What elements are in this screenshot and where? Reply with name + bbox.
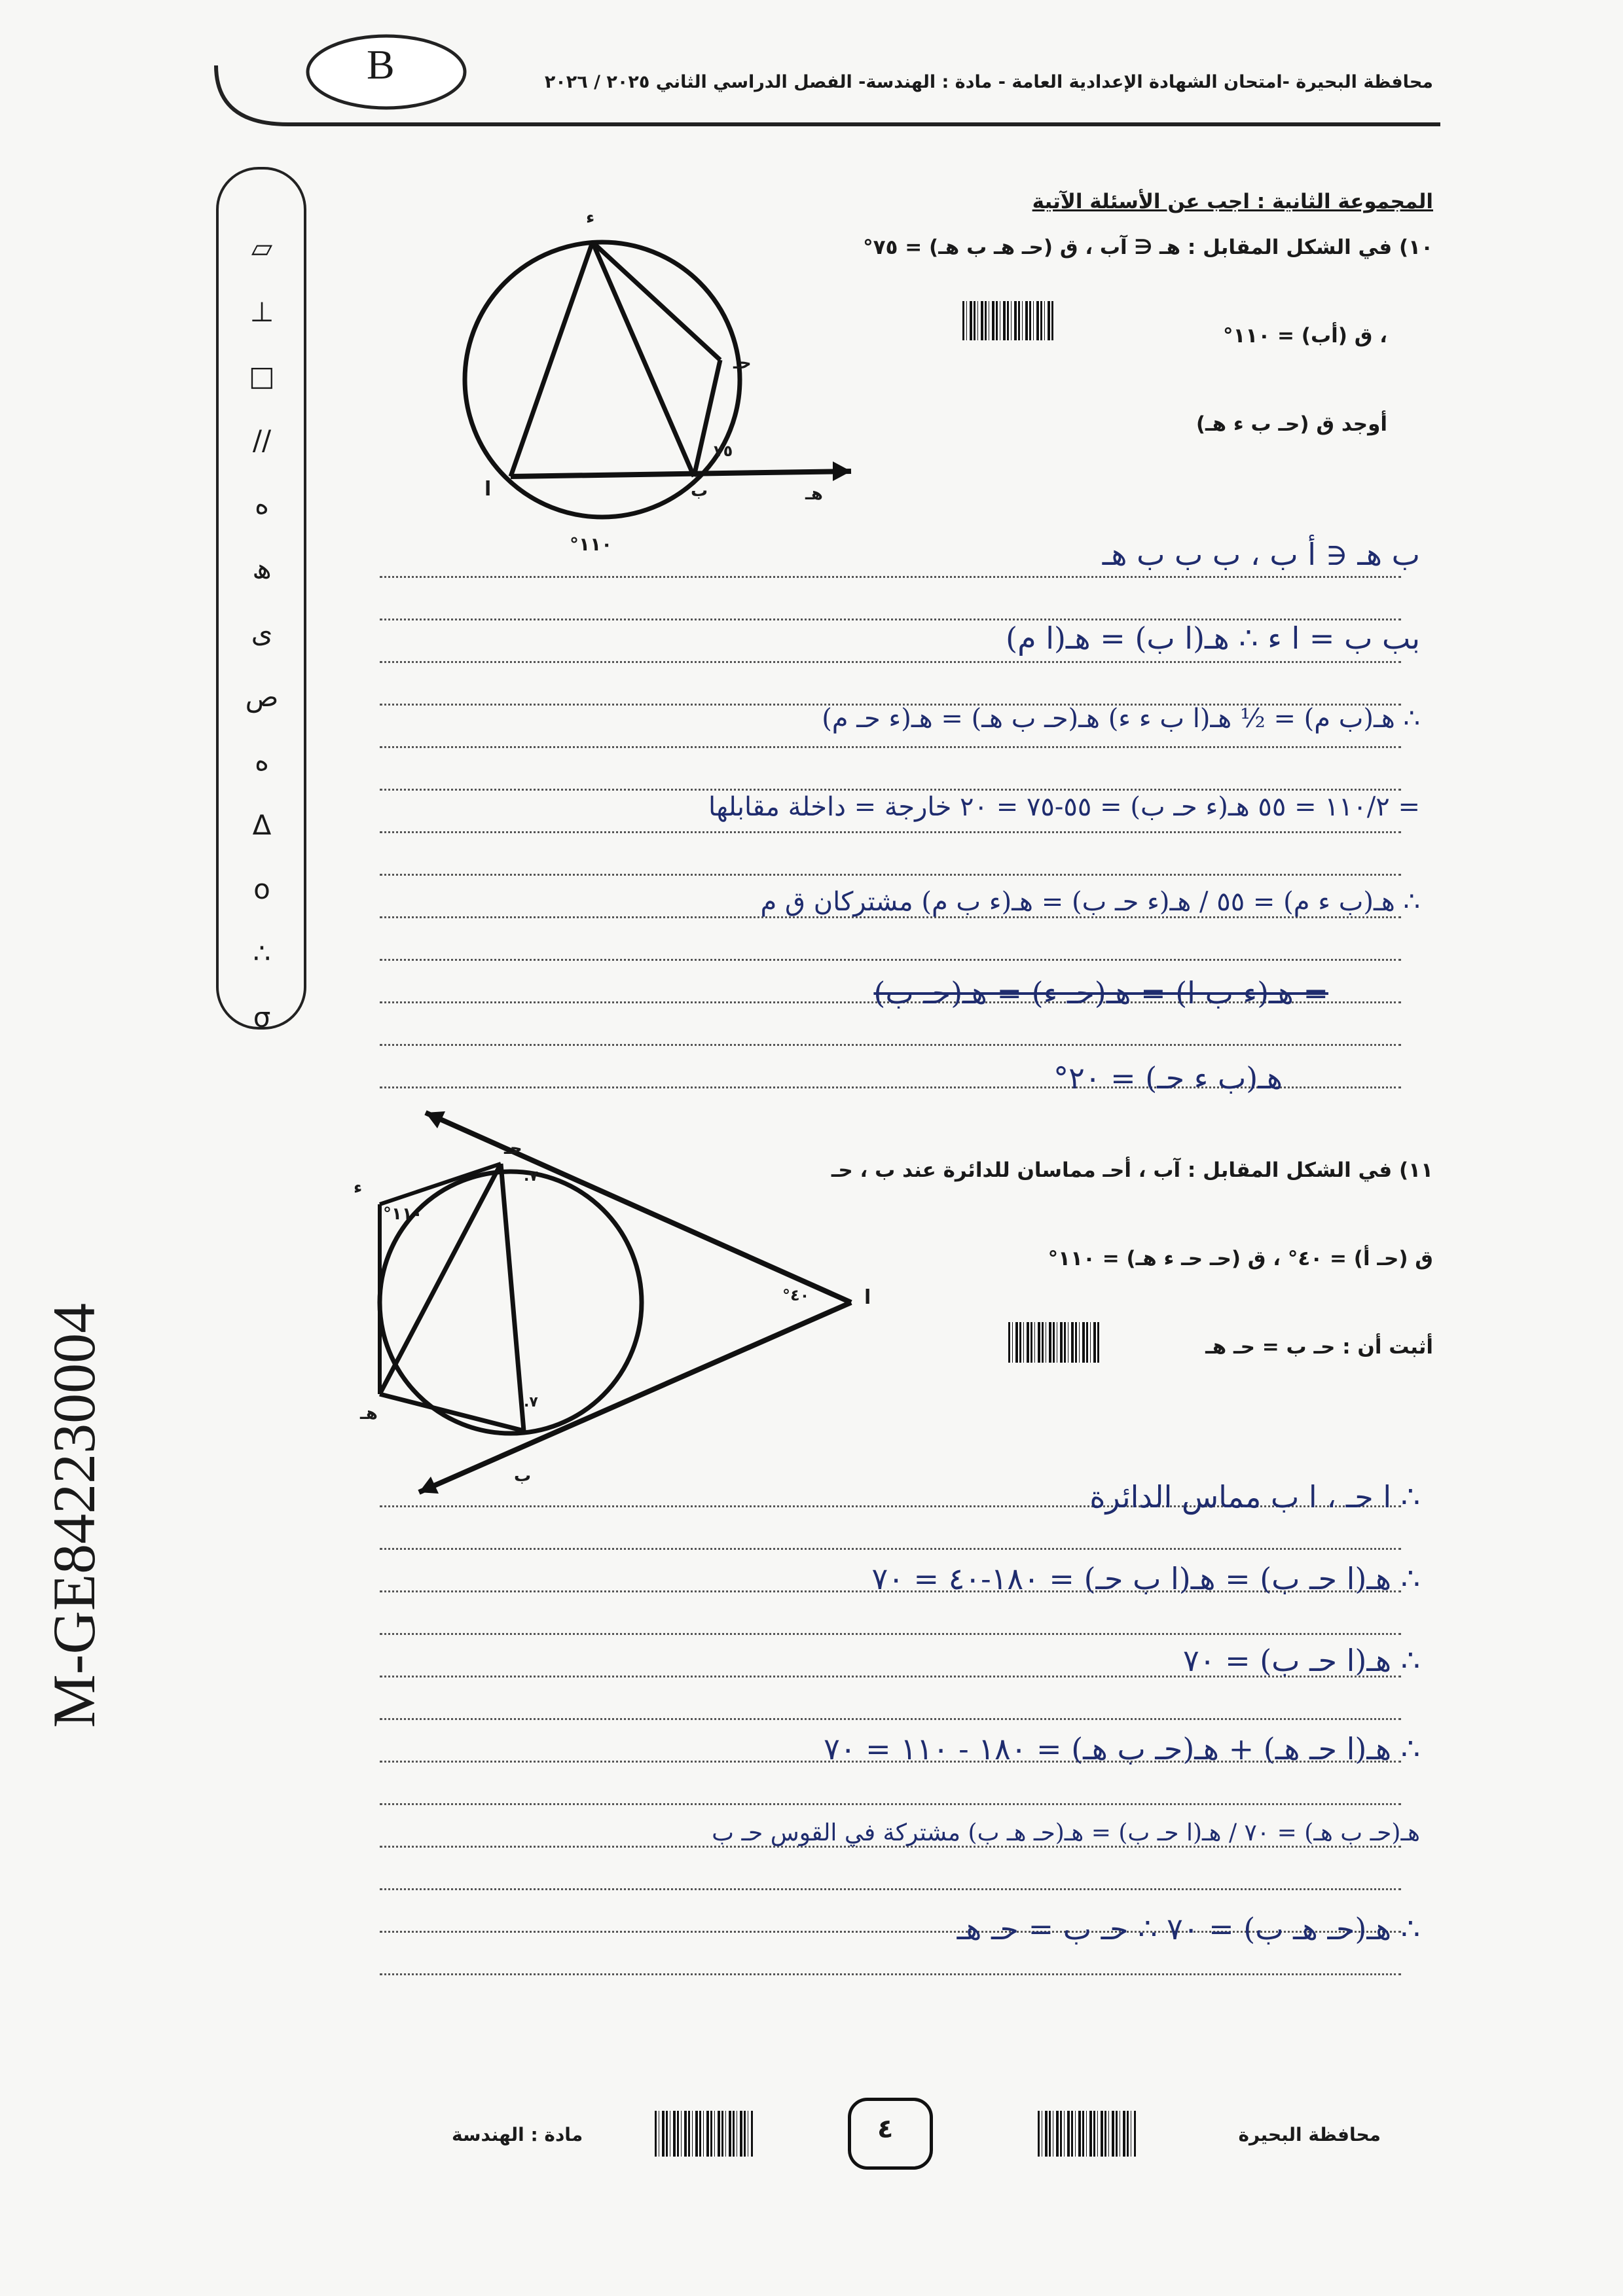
symbol: ھ (252, 552, 272, 584)
symbol: Δ (252, 809, 272, 841)
q11-answer-line: ∴ ا حـ ، ا ب مماس الدائرة (1089, 1479, 1420, 1515)
footer-subject: مادة : الهندسة (452, 2124, 583, 2145)
side-code: M-GE842230004 (41, 1302, 107, 1728)
q11-label-h: هـ (360, 1404, 378, 1424)
section-title: المجموعة الثانية : اجب عن الأسئلة الآتية (1032, 190, 1433, 213)
symbol: ▱ (251, 232, 273, 264)
page-number: ٤ (877, 2114, 894, 2144)
symbol: σ (253, 1001, 271, 1033)
q11-answer-line: ∴ هـ(ا حـ هـ) + هـ(حـ ب هـ) = ١٨٠ - ١١٠ = ٧٠ (824, 1731, 1420, 1767)
q10-label-b: ب (691, 481, 708, 501)
q11-label-b: ب (514, 1466, 532, 1486)
symbol: ص (245, 681, 279, 713)
q10-label-d: ء (586, 208, 595, 228)
q11-label-a: ا (864, 1286, 871, 1309)
q11-answer-line: ∴ هـ(ا حـ ب) = ٧٠ (1183, 1643, 1420, 1678)
symbol: // (252, 424, 272, 456)
q10-arc-label: ١١٠° (570, 533, 613, 555)
q10-answer-line: = ١١٠/٢ = ٥٥ هـ(ء حـ ب) = ٥٥-٧٥ = ٢٠ خارجة = داخلة مقابلها (708, 792, 1420, 822)
q11-angle-v1: ٧. (524, 1168, 538, 1185)
barcode (1008, 1322, 1100, 1363)
footer-governorate: محافظة البحيرة (1238, 2124, 1381, 2145)
q11-figure (340, 1086, 903, 1505)
q11-answer-line: هـ(حـ ب هـ) = ٧٠ / هـ(ا حـ ب) = هـ(حـ هـ ب) مشتركة في القوس حـ ب (712, 1820, 1420, 1846)
q10-answer-line: بب ب = ا ء ∴ هـ(ا ب) = هـ(ا م) (1006, 620, 1420, 656)
q10-label-c: حـ (733, 353, 752, 373)
q11-answer-line: ∴ هـ(حـ هـ ب) = ٧٠ ∴ حـ ب = حـ هـ (957, 1911, 1420, 1946)
q10-answer-line: = هـ(ء ب ا) = هـ(حـ ء) = هـ(حـ ب) (873, 975, 1328, 1011)
q11-line2: ق (حـ أ) = ٤٠° ، ق (حـ حـ ء هـ) = ١١٠° (1048, 1247, 1433, 1270)
symbol: ο (253, 873, 270, 905)
q10-line3: أوجد ق (حـ ب ء هـ) (1195, 412, 1387, 436)
q10-figure (458, 209, 877, 576)
symbol: ه (254, 745, 269, 777)
q10-answer-line: ∴ هـ(ب م) = ½ هـ(ا ب ء ء) هـ(حـ ب هـ) = هـ(ء حـ م) (822, 704, 1420, 734)
q11-label-d: ء (354, 1178, 363, 1198)
q10-label-a: ا (484, 478, 492, 501)
header-title: محافظة البحيرة -امتحان الشهادة الإعدادية العامة - مادة : الهندسة- الفصل الدراسي الثاني ٢٠٢٥ / ٢٠٢٦ (544, 72, 1433, 92)
symbol: ی (251, 617, 273, 649)
q11-angle-d: ١١٠° (383, 1204, 423, 1224)
q11-line1: ١١) في الشكل المقابل : آب ، أحـ مماسان للدائرة عند ب ، حـ (831, 1158, 1433, 1182)
q10-label-h: هـ (805, 484, 823, 504)
q10-line1: ١٠) في الشكل المقابل : هـ ∈ آب ، ق (حـ هـ ب هـ) = ٧٥° (863, 236, 1433, 259)
q10-answer-line: هـ(ب ء حـ) = ٢٠° (1053, 1060, 1283, 1096)
q11-label-c: حـ (504, 1139, 522, 1158)
symbol: ∴ (253, 937, 271, 969)
q10-angle-label: ٧٥ (714, 442, 733, 460)
symbol-list (242, 216, 282, 1050)
version-badge: B (367, 41, 395, 88)
barcode (655, 2111, 753, 2157)
q10-line2: ، ق (أب) = ١١٠° (1222, 324, 1387, 348)
q11-angle-a: ٤٠° (782, 1286, 810, 1304)
barcode (962, 301, 1054, 340)
q11-angle-v2: ٧. (524, 1394, 538, 1410)
symbol: ⊥ (249, 296, 274, 328)
barcode (1038, 2111, 1136, 2157)
q11-line3: أثبت أن : حـ ب = حـ هـ (1205, 1335, 1433, 1359)
q11-answer-line: ∴ هـ(ا حـ ب) = هـ(ا ب حـ) = ١٨٠-٤٠ = ٧٠ (871, 1561, 1420, 1596)
symbol: □ (249, 360, 275, 392)
q10-answer-line: ∴ هـ(ب ء م) = ٥٥ / هـ(ء حـ ب) = هـ(ء ب م) مشتركان ق م (760, 887, 1420, 917)
q10-answer-line: ب هـ ∈ أ ب ، ب ب ب هـ (1102, 537, 1420, 572)
symbol: ه (254, 488, 269, 520)
